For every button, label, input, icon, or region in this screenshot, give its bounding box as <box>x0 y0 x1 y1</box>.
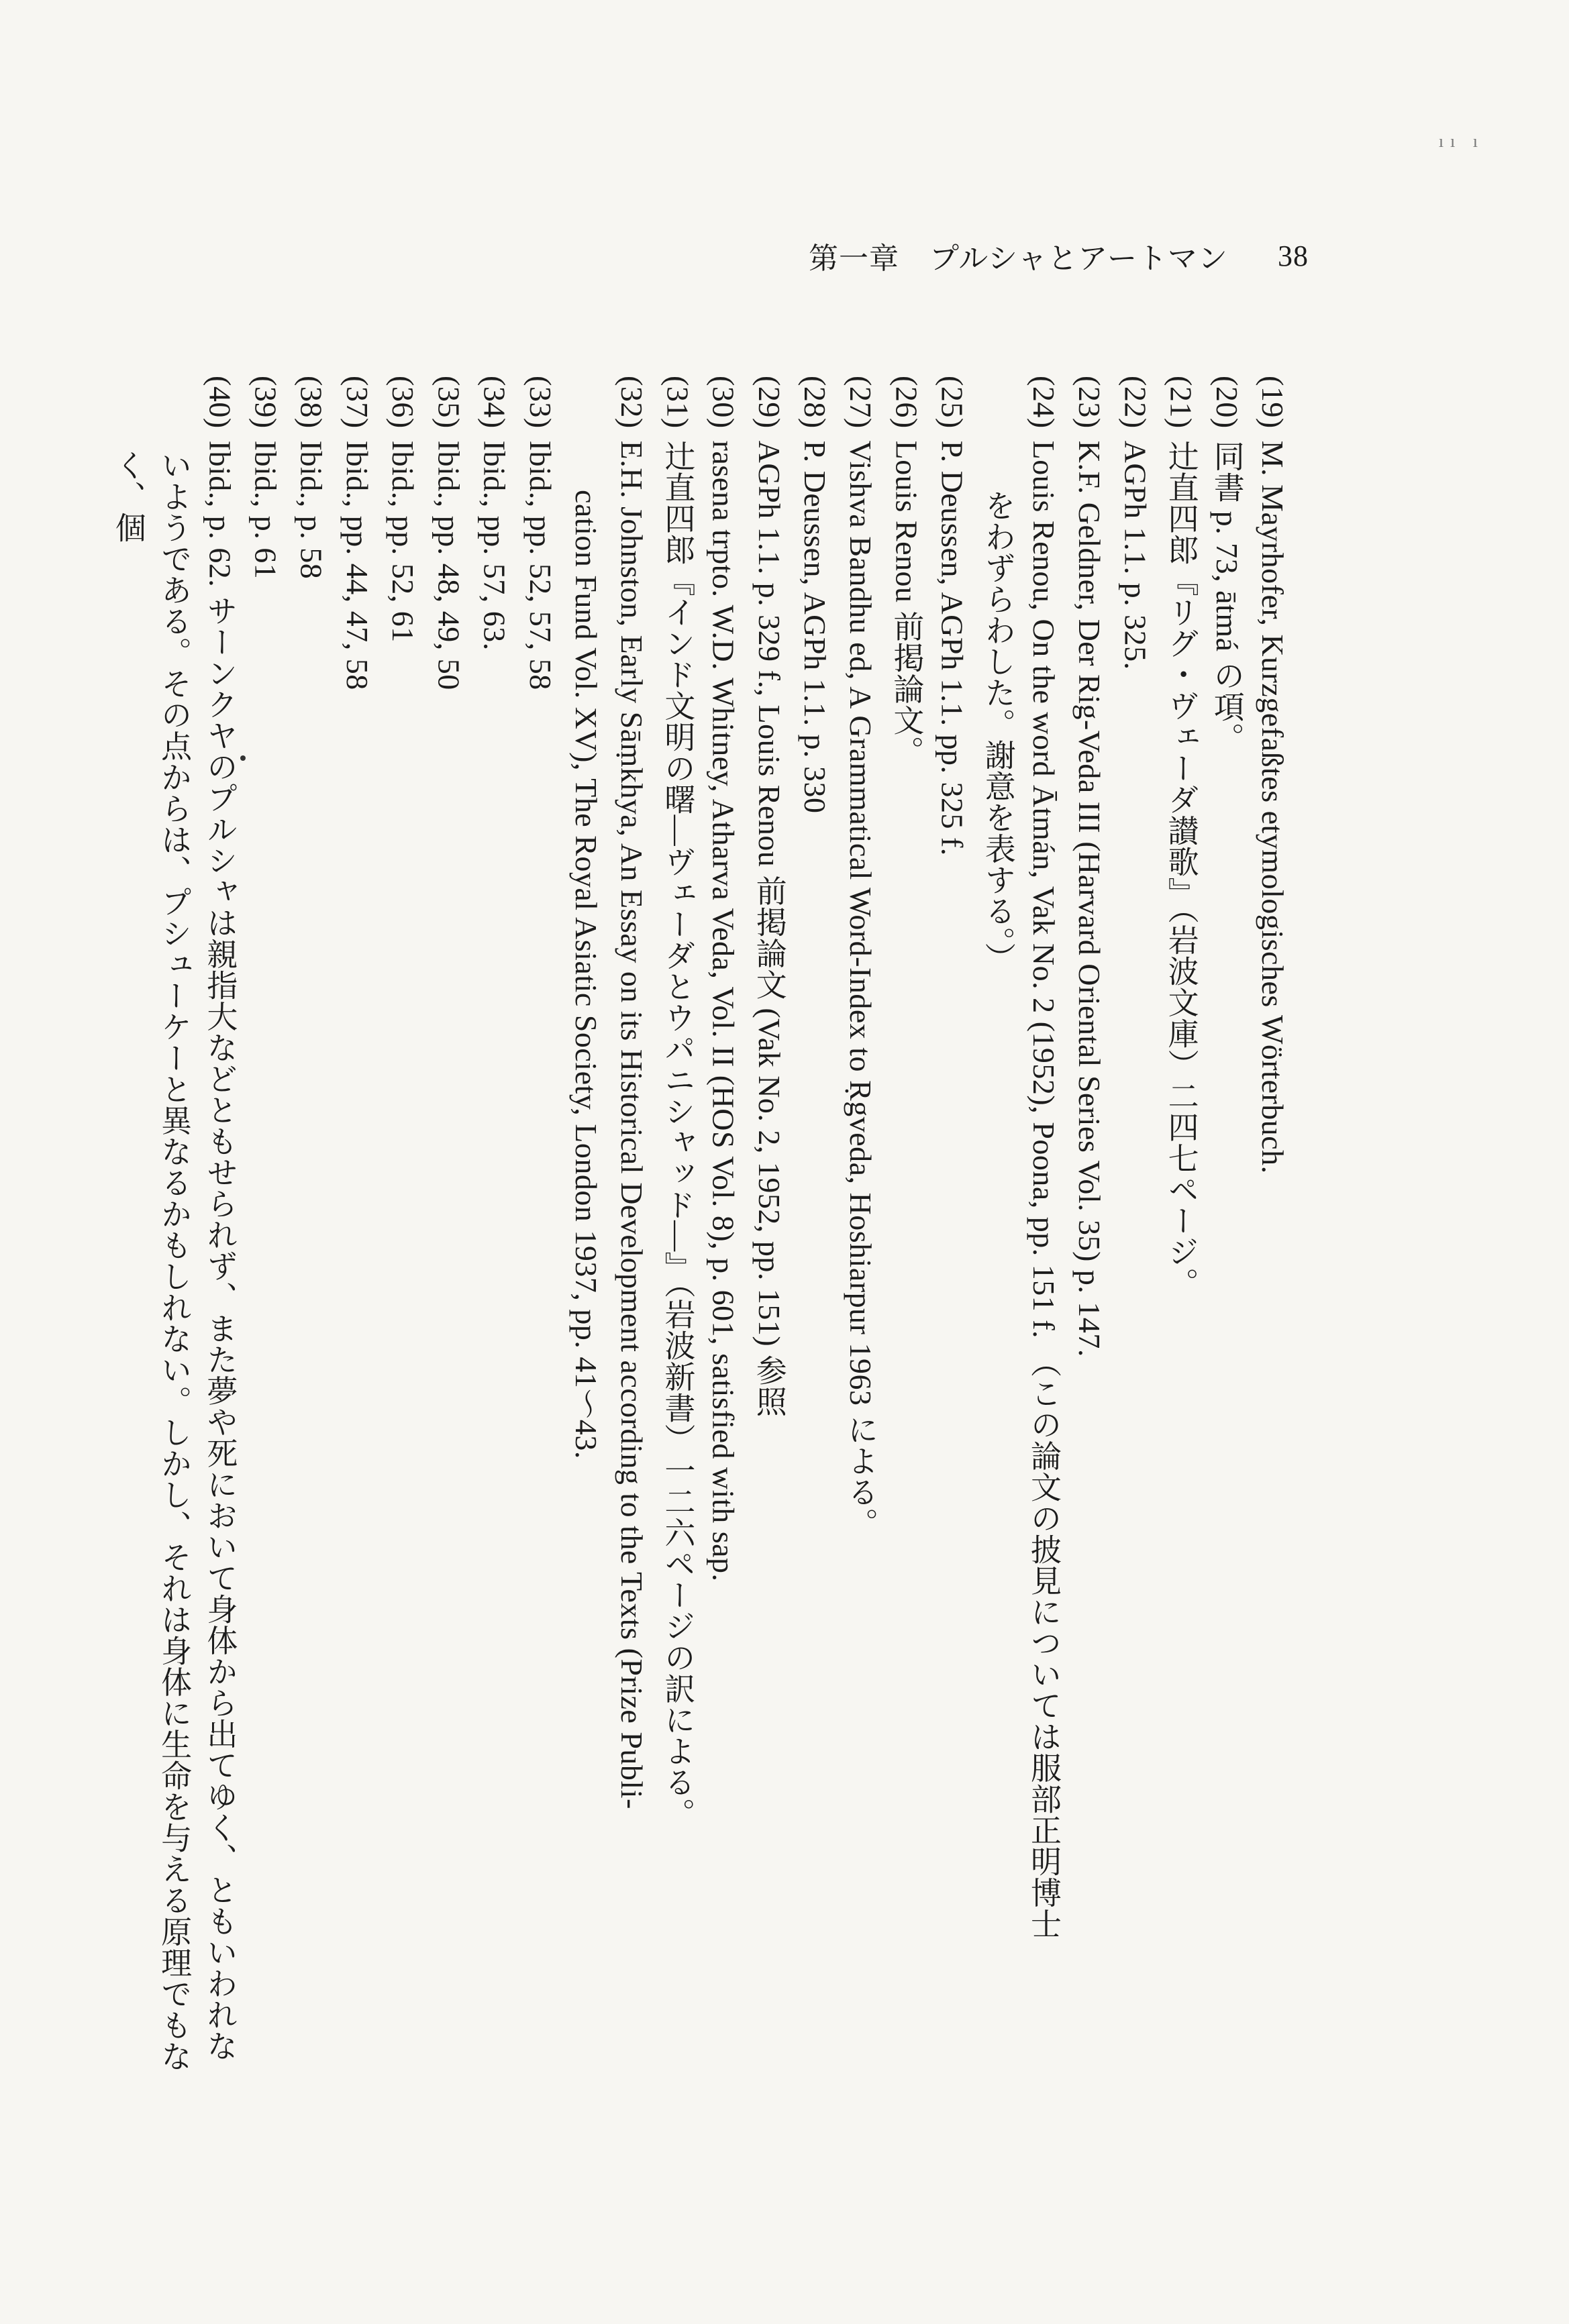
note-text: Ibid., pp. 57, 63. <box>477 440 512 651</box>
note-38 <box>289 376 334 2133</box>
note-continuation: をわずらわした。謝意を表する。） <box>980 490 1015 973</box>
note-22 <box>1112 376 1158 2133</box>
note-text: Ibid., p. 62. サーンクヤのプルシャは親指大などともせられず、また夢や死において身体から出てゆく、ともいわれな <box>203 440 238 2062</box>
note-text: Vishva Bandhu ed, A Grammatical Word-Index to Ṛgveda, Hoshiarpur 1963 による。 <box>844 440 878 1539</box>
note-number: (40) <box>203 376 238 429</box>
running-header <box>792 235 1309 276</box>
note-23 <box>1066 376 1112 2133</box>
note-text: Louis Renou 前掲論文。 <box>889 440 924 768</box>
note-number: (31) <box>660 376 695 429</box>
note-number: (35) <box>432 376 466 429</box>
note-number: (39) <box>248 376 283 429</box>
note-text: M. Mayrhofer, Kurzgefaßtes etymologisches Wörterbuch. <box>1256 440 1290 1174</box>
chapter-title: 第一章 プルシャとアートマン <box>809 242 1228 275</box>
note-text: E.H. Johnston, Early Sāṃkhya, An Essay on its Historical Development according to the Texts (Prize Publi- <box>615 440 650 1809</box>
note-37 <box>334 376 380 2133</box>
note-29 <box>746 376 792 2133</box>
note-text: Ibid., pp. 52, 61 <box>386 440 421 643</box>
note-number: (36) <box>386 376 421 429</box>
note-19 <box>1250 376 1295 2133</box>
note-31 <box>654 376 700 2133</box>
note-28 <box>792 376 838 2133</box>
note-continuation: いようである。その点からは、プシューケーと異なるかもしれない。しかし、それは身体に生命を与える原理でもなく、個 <box>111 450 192 2072</box>
note-number: (30) <box>706 376 741 429</box>
note-number: (38) <box>294 376 329 429</box>
note-text: P. Deussen, AGPh 1.1. p. 330 <box>797 440 832 814</box>
note-number: (24) <box>1026 376 1061 429</box>
note-number: (34) <box>477 376 512 429</box>
note-24 <box>1021 376 1066 2133</box>
note-36 <box>380 376 425 2133</box>
note-text: P. Deussen, AGPh 1.1. pp. 325 f. <box>935 440 970 856</box>
note-30 <box>700 376 746 2133</box>
note-number: (28) <box>797 376 832 429</box>
note-text: rasena trpto. W.D. Whitney, Atharva Veda, Vol. II (HOS Vol. 8), p. 601, satisfied with sap. <box>706 440 741 1582</box>
page-number: 38 <box>1278 239 1309 272</box>
endnotes <box>87 376 1295 2133</box>
note-number: (37) <box>340 376 374 429</box>
note-25 <box>929 376 974 2133</box>
note-24-continuation <box>975 376 1021 2133</box>
note-text: AGPh 1.1. p. 329 f., Louis Renou 前掲論文 (Vak No. 2, 1952, pp. 151) 参照 <box>752 440 787 1418</box>
note-40 <box>197 376 242 2133</box>
note-number: (22) <box>1118 376 1153 429</box>
ink-speck <box>240 755 246 761</box>
margin-marks: ıı ı <box>1438 131 1484 151</box>
note-number: (33) <box>523 376 558 429</box>
note-number: (20) <box>1209 376 1244 429</box>
note-number: (32) <box>615 376 650 429</box>
note-text: 辻直四郎『リグ・ヴェーダ讃歌』（岩波文庫）二四七ページ。 <box>1164 440 1199 1299</box>
note-32-continuation <box>563 376 609 2133</box>
note-text: Ibid., p. 58 <box>294 440 329 580</box>
note-number: (21) <box>1164 376 1199 429</box>
note-continuation: cation Fund Vol. XV), The Royal Asiatic Society, London 1937, pp. 41～43. <box>568 490 603 1459</box>
note-text: 同書 p. 73, ātmá の項。 <box>1209 440 1244 754</box>
note-20 <box>1204 376 1250 2133</box>
note-number: (19) <box>1256 376 1290 429</box>
note-number: (23) <box>1072 376 1107 429</box>
note-26 <box>883 376 929 2133</box>
note-text: K.F. Geldner, Der Rig-Veda III (Harvard Oriental Series Vol. 35) p. 147. <box>1072 440 1107 1357</box>
note-number: (26) <box>889 376 924 429</box>
note-text: Ibid., pp. 52, 57, 58 <box>523 440 558 690</box>
note-text: Ibid., pp. 44, 47, 58 <box>340 440 374 690</box>
note-21 <box>1158 376 1203 2133</box>
note-32 <box>609 376 654 2133</box>
note-number: (27) <box>844 376 878 429</box>
note-text: Louis Renou, On the word Ātmán, Vak No. 2 (1952), Poona, pp. 151 f. （この論文の披見については服部正明博士 <box>1026 440 1061 1940</box>
note-40-continuation <box>105 376 197 2133</box>
note-number: (29) <box>752 376 787 429</box>
note-39 <box>242 376 288 2133</box>
note-34 <box>471 376 517 2133</box>
note-text: Ibid., p. 61 <box>248 440 283 580</box>
note-text: 辻直四郎『インド文明の曙―ヴェーダとウパニシャッド―』（岩波新書）一二六ページの訳による。 <box>660 440 695 1830</box>
note-33 <box>517 376 563 2133</box>
note-text: AGPh 1.1. p. 325. <box>1118 440 1153 670</box>
note-35 <box>425 376 471 2133</box>
note-27 <box>838 376 883 2133</box>
note-text: Ibid., pp. 48, 49, 50 <box>432 440 466 690</box>
note-number: (25) <box>935 376 970 429</box>
